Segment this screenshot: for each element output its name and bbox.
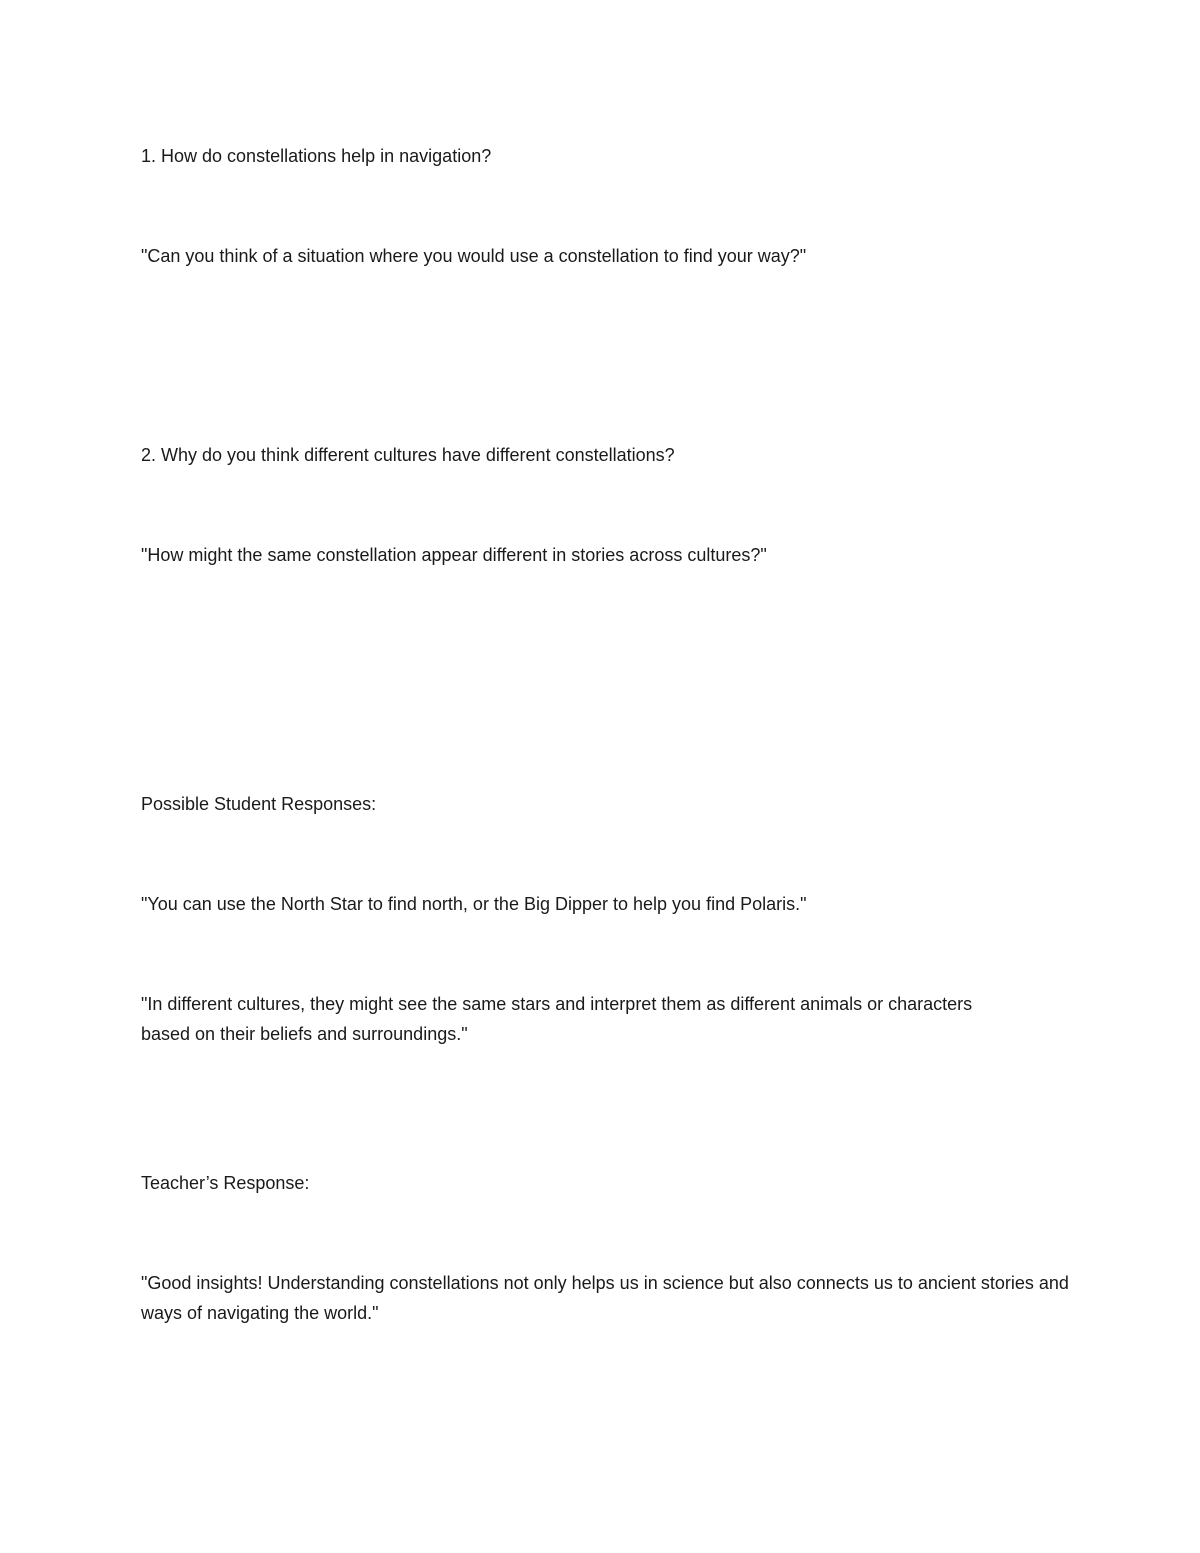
student-response-item: "In different cultures, they might see the same stars and interpret them as different animals or characters based on their beliefs and surroundings." [141, 994, 973, 1044]
question-1: 1. How do constellations help in navigation? [141, 146, 492, 166]
student-response-item: "You can use the North Star to find north, or the Big Dipper to help you find Polaris." [141, 894, 807, 914]
student-responses-heading: Possible Student Responses: [141, 794, 377, 814]
teacher-response-heading: Teacher’s Response: [141, 1173, 310, 1193]
question-1-follow-up: "Can you think of a situation where you would use a constellation to find your way?" [141, 246, 807, 266]
question-2-follow-up: "How might the same constellation appear different in stories across cultures?" [141, 545, 767, 565]
teacher-response-text: "Good insights! Understanding constellations not only helps us in science but also connects us to ancient stories and ways of navigating the world." [141, 1273, 1069, 1323]
question-2: 2. Why do you think different cultures have different constellations? [141, 445, 675, 465]
